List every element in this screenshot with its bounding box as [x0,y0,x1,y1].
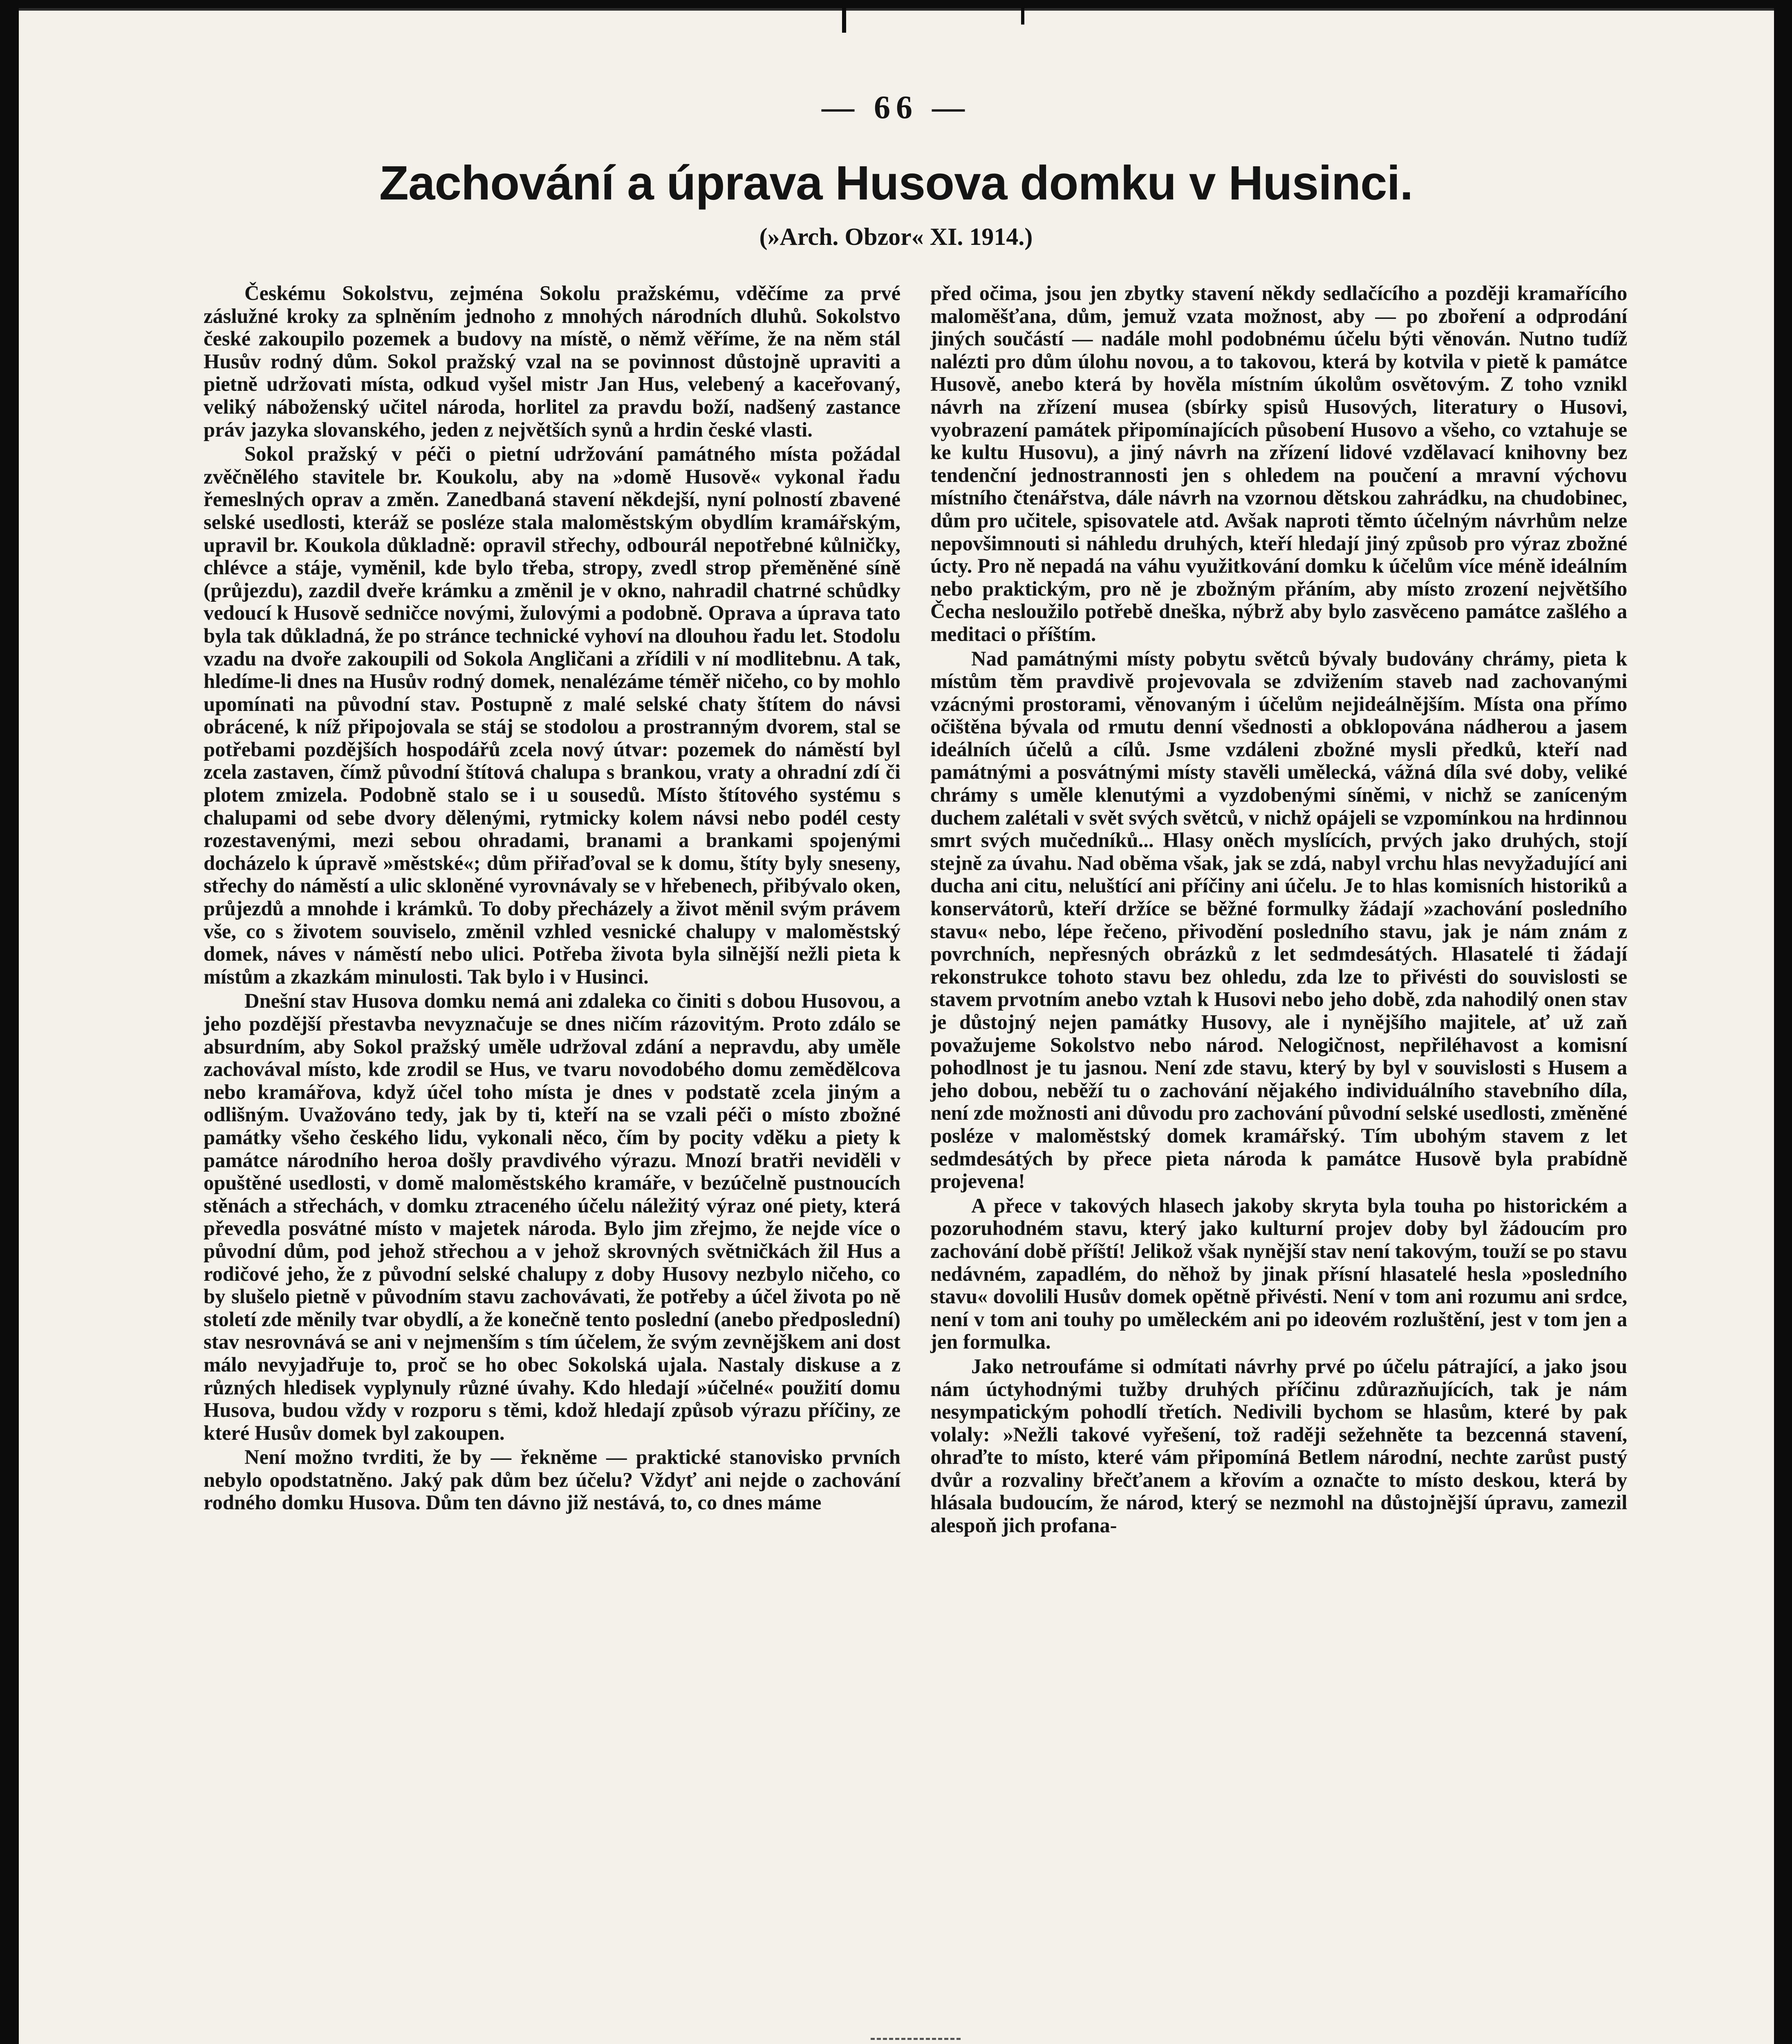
paragraph: Nad památnými místy pobytu světců bývaly budovány chrámy, pieta k místům těm pravdivě projevovala se zdvižením staveb nad zachovanými vzácnými prostorami, věnovaným i účelům nejideálnějším. Místa ona přímo očištěna bývala od rmutu denní všednosti a obklopována nádherou a jasem ideálních účelů a cílů. Jsme vzdáleni zbožné mysli předků, kteří nad památnými a posvátnými místy stavěli umělecká, vážná díla své doby, veliké chrámy s uměle klenutými a vyzdobenými síněmi, v nichž se zaníceným duchem zalétali v svět svých světců, v nichž opájeli se vzpomínkou na hrdinnou smrt svých mučedníků... Hlasy oněch myslících, prvých jako druhých, stojí stejně za úvahu. Nad oběma však, jak se zdá, nabyl vrchu hlas nevyžadující ani ducha ani citu, neluštící ani příčiny ani účelu. Je to hlas komisních historiků a konservátorů, kteří držíce se běžné formulky žádají »zachování posledního stavu« nebo, lépe řečeno, přivodění posledního stavu, jak je nám znám z povrchních, nepřesných obrázků z let sedmdesátých. Hlasatelé ti žádají rekonstrukce tohoto stavu bez ohledu, zda lze to přivésti do souvislosti se stavem prvotním anebo vztah k Husovi nebo jeho době, zda nahodilý onen stav je důstojný nejen památky Husovy, ale i nynějšího majitele, ať už zaň považujeme Sokolstvo nebo národ. Nelogičnost, nepřiléhavost a komisní pohodlnost je tu jasnou. Není zde stavu, který by byl v souvislosti s Husem a jeho dobou, neběží tu o zachování nějakého individuálního stavebního díla, není zde možnosti ani důvodu pro zachování původní selské usedlosti, změněné posléze v maloměstský domek kramářský. Tím ubohým stavem z let sedmdesátých by přece pieta národa k památce Husově byla prabídně projevena! [930,647,1627,1193]
paragraph: Českému Sokolstvu, zejména Sokolu pražskému, vděčíme za prvé záslužné kroky za splněním jednoho z mnohých národních dluhů. Sokolstvo české zakoupilo pozemek a budovy na místě, o němž věříme, že na něm stál Husův rodný dům. Sokol pražský vzal na se povinnost důstojně upraviti a pietně udržovati místa, odkud vyšel mistr Jan Hus, velebený a kaceřovaný, veliký náboženský učitel národa, horlitel za pravdu boží, nadšený zastance práv jazyka slovanského, jeden z největších synů a hrdin české vlasti. [204,282,900,441]
scan-border-top-line [19,8,1774,11]
paragraph: Dnešní stav Husova domku nemá ani zdaleka co činiti s dobou Husovou, a jeho pozdější přestavba nevyznačuje se dnes ničím rázovitým. Proto zdálo se absurdním, aby Sokol pražský uměle udržoval zdání a nepravdu, aby uměle zachovával místo, kde zrodil se Hus, ve tvaru novodobého domu zemědělcova nebo kramářova, když účel toho místa je dnes v podstatě zcela jiným a odlišným. Uvažováno tedy, jak by ti, kteří na se vzali péči o místo zbožné památky všeho českého lidu, vykonali něco, čím by pocity vděku a piety k památce národního heroa došly pravdivého výrazu. Mnozí bratři neviděli v opuštěné usedlosti, v domě maloměstského kramáře, v bezúčelně pustnoucích stěnách a střechách, v domku ztraceného účelu náležitý výraz oné piety, která převedla posvátné místo v majetek národa. Bylo jim zřejmo, že nejde více o původní dům, pod jehož střechou a v jehož skrovných světničkách žil Hus a rodičové jeho, že z původní selské chalupy z doby Husovy nezbylo ničeho, co by slušelo pietně v původním stavu zachovávati, že potřeby a účel života po ně století zde měnily tvar obydlí, a že konečně tento poslední (anebo předposlední) stav nesrovnává se ani v nejmenším s tím účelem, že svým zevnějškem ani dost málo nevyjadřuje to, proč se ho obec Sokolská ujala. Nastaly diskuse a z různých hledisek vyplynuly různé úvahy. Kdo hledají »účelné« použití domu Husova, budou vždy v rozporu s těmi, kdož hledají způsob výrazu příčiny, ze které Husův domek byl zakoupen. [204,989,900,1444]
scan-border-left [0,0,19,2044]
article-source: (»Arch. Obzor« XI. 1914.) [759,223,1033,250]
paragraph: Není možno tvrditi, že by — řekněme — praktické stanovisko prvních nebylo opodstatněno. Jaký pak dům bez účelu? Vždyť ani nejde o zachování rodného domku Husova. Dům ten dávno již nestává, to, co dnes máme [204,1446,900,1514]
paragraph: A přece v takových hlasech jakoby skryta byla touha po historickém a pozoruhodném stavu, který jako kulturní projev doby byl žádoucím pro zachování době příští! Jelikož však nynější stav není takovým, touží se po stavu nedávném, zapadlém, do něhož by jinak přísní hlasatelé hesla »posledního stavu« dovolili Husův domek opětně přivésti. Není v tom ani rozumu ani srdce, není v tom ani touhy po uměleckém ani po ideovém rozluštění, jest v tom jen a jen formulka. [930,1194,1627,1354]
scan-mark [1021,0,1024,25]
page-footer-mark [871,2038,961,2041]
right-column [930,282,1627,2011]
paragraph: Sokol pražský v péči o pietní udržování památného místa požádal zvěčnělého stavitele br. Koukolu, aby na »domě Husově« vykonal řadu řemeslných oprav a změn. Zanedbaná stavení někdejší, nyní polností zbavené selské usedlosti, kteráž se posléze stala maloměstským obydlím kramářským, upravil br. Koukola důkladně: opravil střechy, odbourál nepotřebné kůlničky, chlévce a stáje, vyměnil, kde bylo třeba, stropy, zvedl strop přeměněné síně (průjezdu), zazdil dveře krámku a změnil je v okno, nahradil chatrné schůdky vedoucí k Husově sedničce novými, žulovými a podobně. Oprava a úprava tato byla tak důkladná, že po stránce technické vyhoví na dlouhou řadu let. Stodolu vzadu na dvoře zakoupili od Sokola Angličani a zřídili v ní modlitebnu. A tak, hledíme-li dnes na Husův rodný domek, nenalézáme téměř ničeho, co by mohlo upomínati na původní stav. Postupně z malé selské chaty štítem do návsi obrácené, k níž připojovala se stáj se stodolou a prostranným dvorem, stal se potřebami pozdějších hospodářů zcela nový útvar: pozemek do náměstí byl zcela zastaven, čímž původní štítová chalupa s brankou, vraty a ohradní zdí či plotem zmizela. Podobně stalo se i u sousedů. Místo štítového systému s chalupami od sebe dvory dělenými, rytmicky kolem návsi nebo podél cesty rozestavenými, mezi sebou ohradami, branami a brankami spojenými docházelo k úpravě »městské«; dům přiřaďoval se k domu, štíty byly sneseny, střechy do náměstí a ulic skloněné vyrovnávaly se v hřebenech, přibývalo oken, průjezdů a mnohde i krámků. To doby přecházely a život měnil svým právem vše, co s životem souviselo, změnil vzhled vesnické chalupy v maloměstský domek, náves v náměstí nebo ulici. Potřeba života byla silnější nežli pieta k místům a zkazkám minulosti. Tak bylo i v Husinci. [204,442,900,988]
scan-border-top [0,0,1792,8]
scan-mark [842,0,846,33]
left-column [204,282,900,2011]
page-number: — 66 — [822,90,970,126]
article-title: Zachování a úprava Husova domku v Husinci. [379,156,1413,210]
paragraph: před očima, jsou jen zbytky stavení někdy sedlačícího a později kramařícího maloměšťana, dům, jemuž vzata možnost, aby — po zboření a odprodání jiných součástí — nadále mohl podobnému účelu býti věnován. Nutno tudíž nalézti pro dům úlohu novou, a to takovou, která by kotvila v pietě k památce Husově, anebo která by hověla místním úkolům osvětovým. Z toho vznikl návrh na zřízení musea (sbírky spisů Husových, literatury o Husovi, vyobrazení památek připomínajících působení Husovo a všeho, co vztahuje se ke kultu Husovu), a jiný návrh na zřízení lidové vzdělavací knihovny bez tendenční jednostrannosti jen s ohledem na poučení a mravní výchovu místního čtenářstva, dále návrh na vzornou dětskou zahrádku, na chudobinec, dům pro učitele, spisovatele atd. Avšak naproti těmto účelným návrhům nelze nepovšimnouti si náhledu druhých, kteří hledají jiný způsob pro výraz zbožné úcty. Pro ně nepadá na váhu využitkování domku k účelům více méně ideálním nebo praktickým, pro ně je zbožným přáním, aby místo zrození největšího Čecha nesloužilo potřebě dneška, nýbrž aby bylo zasvěceno památce zašlého a meditaci o příštím. [930,282,1627,645]
scan-border-right [1774,0,1792,2044]
paragraph: Jako netroufáme si odmítati návrhy prvé po účelu pátrající, a jako jsou nám úctyhodnými tužby druhých příčinu zdůrazňujících, tak je nám nesympatickým pohodlí třetích. Nedivili bychom se hlasům, které by pak volaly: »Nežli takové vyřešení, tož raději sežehněte ta bezcenná stavení, ohraďte to místo, které vám připomíná Betlem národní, nechte zarůst pustý dvůr a rozvaliny břečťanem a křovím a označte to místo deskou, která by hlásala budoucím, že národ, který se nezmohl na důstojnější úpravu, zamezil alespoň jich profana- [930,1354,1627,1537]
